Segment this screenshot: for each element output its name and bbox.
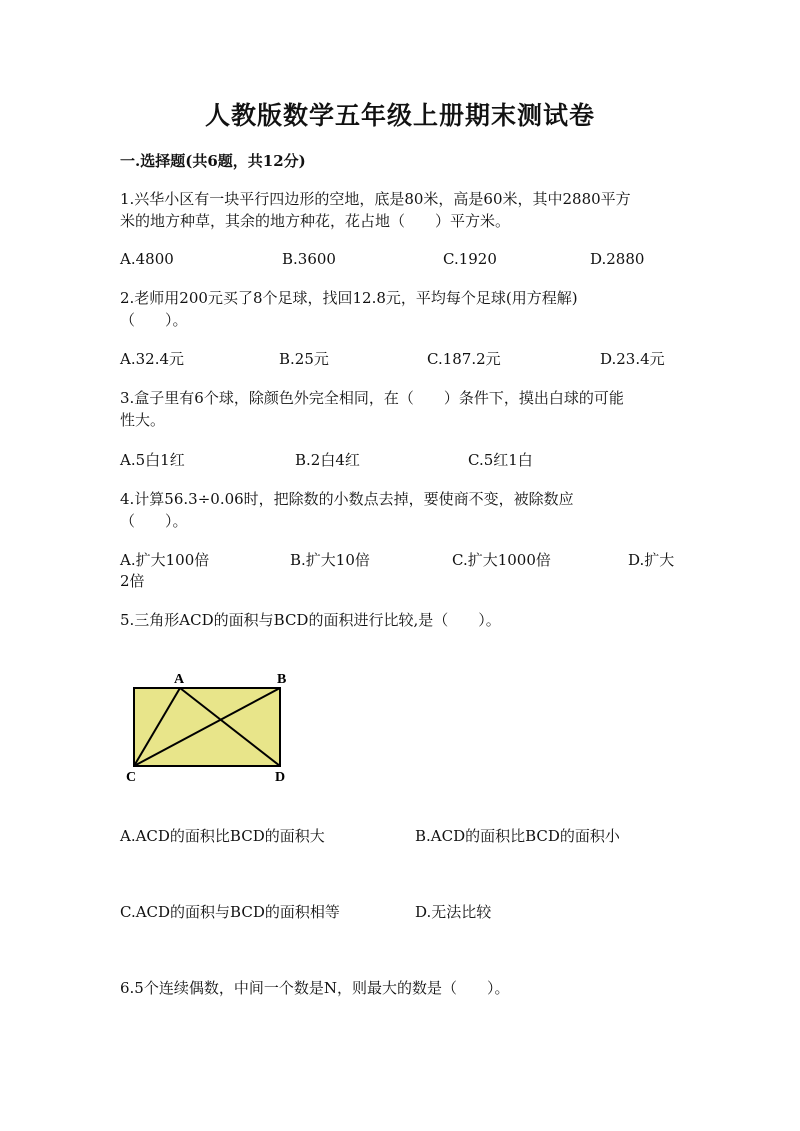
q4-option-d-continued: 2倍: [120, 572, 145, 590]
q4-option-a: A.扩大100倍: [120, 551, 210, 569]
q4-option-b: B.扩大10倍: [290, 551, 370, 569]
question-3-line-2: 性大。: [120, 411, 166, 429]
q1-option-c: C.1920: [443, 250, 497, 268]
q3-option-b: B.2白4红: [295, 451, 360, 469]
rectangle-diagram: [120, 666, 300, 784]
question-2-line-2: （ ）。: [120, 311, 188, 329]
q2-option-b: B.25元: [279, 350, 329, 368]
q1-option-b: B.3600: [282, 250, 336, 268]
q1-option-d: D.2880: [590, 250, 645, 268]
q5-option-d: D.无法比较: [415, 903, 492, 921]
question-4-line-2: （ ）。: [120, 512, 188, 530]
question-1-line-2: 米的地方种草，其余的地方种花，花占地（ ）平方米。: [120, 212, 511, 230]
question-3: [120, 387, 680, 431]
question-5-line-1: 5.三角形ACD的面积与BCD的面积进行比较,是（ ）。: [120, 611, 501, 629]
q4-option-c: C.扩大1000倍: [452, 551, 551, 569]
question-4: [120, 488, 680, 532]
question-4-line-1: 4.计算56.3÷0.06时，把除数的小数点去掉，要使商不变，被除数应: [120, 490, 574, 508]
q2-option-d: D.23.4元: [600, 350, 665, 368]
question-2: [120, 287, 680, 331]
question-6-line-1: 6.5个连续偶数，中间一个数是N，则最大的数是（ ）。: [120, 979, 510, 997]
q2-option-c: C.187.2元: [427, 350, 501, 368]
q1-option-a: A.4800: [120, 250, 174, 268]
q5-option-b: B.ACD的面积比BCD的面积小: [415, 827, 620, 845]
q3-option-c: C.5红1白: [468, 451, 533, 469]
q5-option-c: C.ACD的面积与BCD的面积相等: [120, 903, 340, 921]
label-d: D: [275, 770, 286, 784]
q3-option-a: A.5白1红: [120, 451, 185, 469]
page-title: 人教版数学五年级上册期末测试卷: [204, 101, 595, 130]
question-3-line-1: 3.盒子里有6个球，除颜色外完全相同，在（ ）条件下，摸出白球的可能: [120, 389, 624, 407]
question-1-line-1: 1.兴华小区有一块平行四边形的空地，底是80米，高是60米，其中2880平方: [120, 190, 631, 208]
label-c: C: [126, 770, 137, 784]
q4-option-d: D.扩大: [628, 551, 675, 569]
label-b: B: [277, 672, 287, 687]
question-1: [120, 188, 680, 232]
q2-option-a: A.32.4元: [120, 350, 184, 368]
section-heading: 一.选择题(共6题，共12分): [120, 152, 306, 170]
label-a: A: [174, 672, 185, 687]
question-6: [120, 977, 680, 999]
q5-option-a: A.ACD的面积比BCD的面积大: [120, 827, 325, 845]
question-2-line-1: 2.老师用200元买了8个足球，找回12.8元，平均每个足球(用方程解): [120, 289, 578, 307]
question-5: [120, 609, 680, 631]
